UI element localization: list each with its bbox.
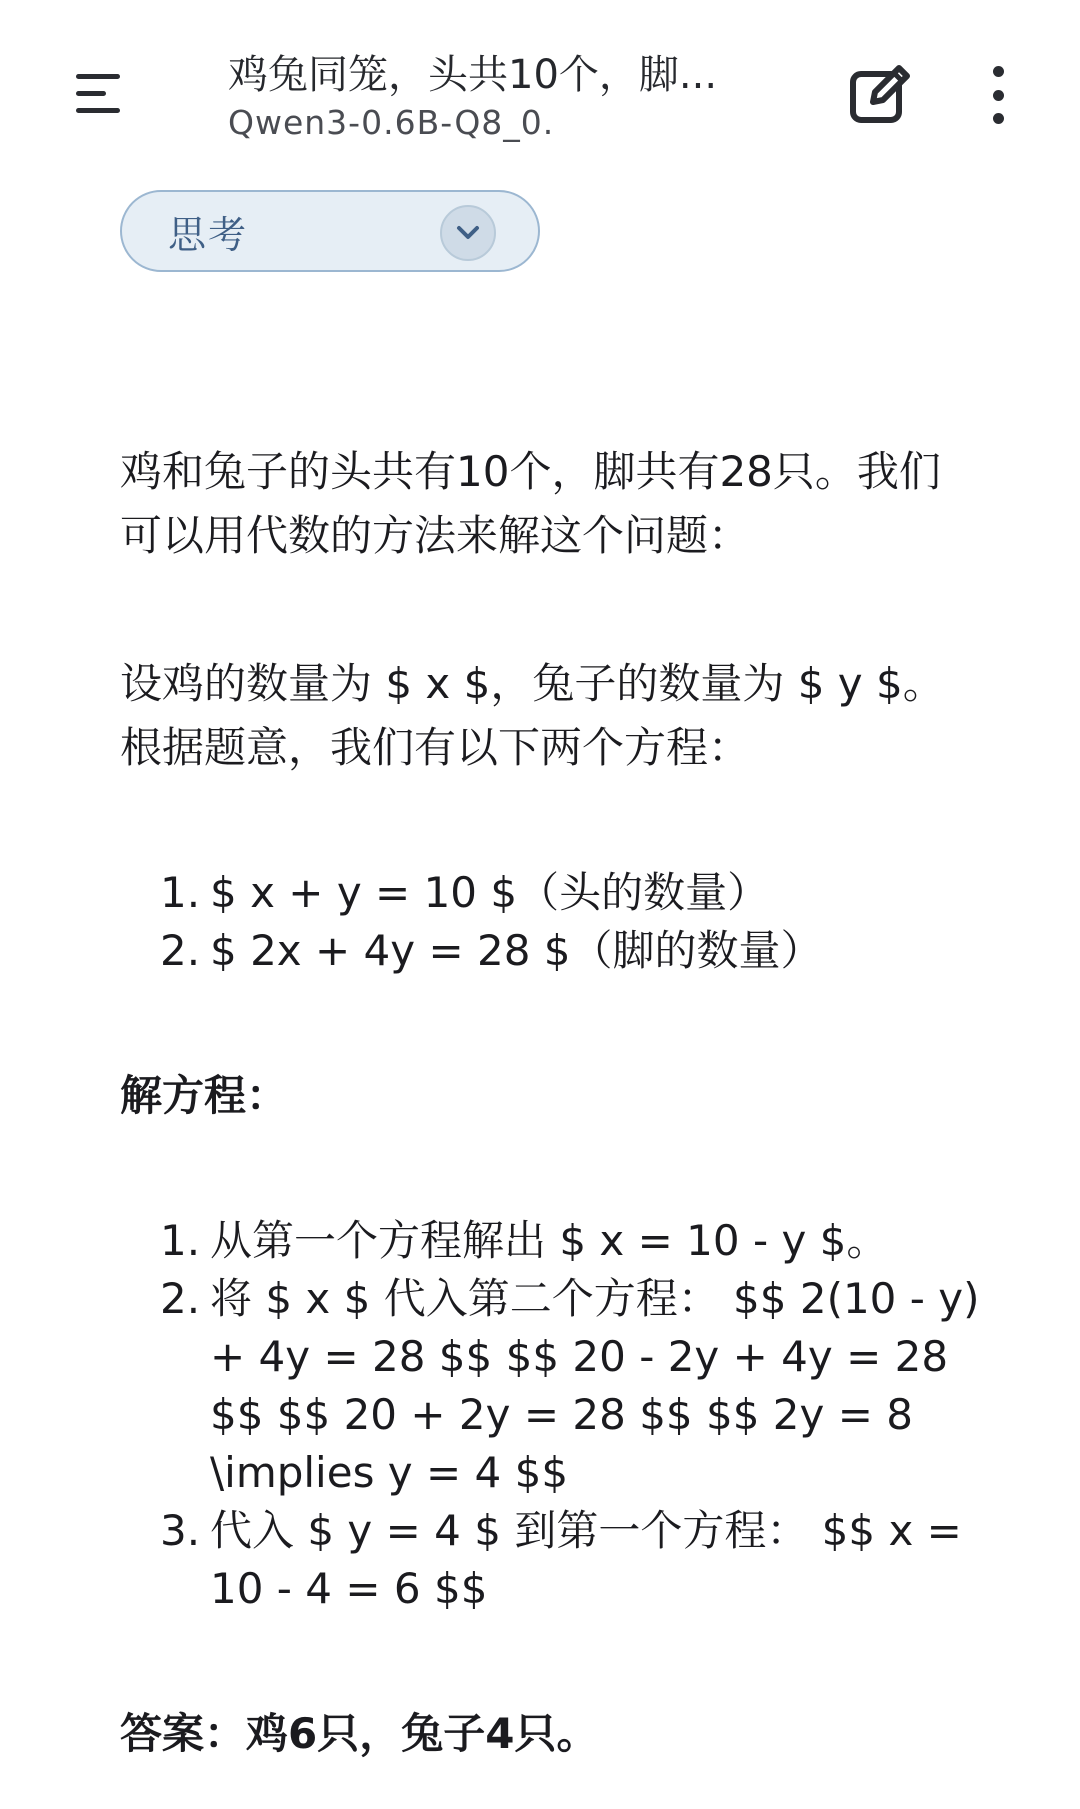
setup-paragraph: 设鸡的数量为 $ x $，兔子的数量为 $ y $。根据题意，我们有以下两个方程： xyxy=(120,659,945,772)
thinking-label: 思考 xyxy=(168,212,249,257)
list-number: 1. xyxy=(160,868,201,917)
list-item xyxy=(160,922,980,980)
menu-icon[interactable] xyxy=(60,62,130,124)
assistant-message xyxy=(120,440,980,1766)
title-block xyxy=(228,48,748,144)
list-number: 1. xyxy=(160,1216,201,1265)
list-text: 将 $ x $ 代入第二个方程： $$ 2(10 - y) + 4y = 28 $$ $$ 20 - 2y + 4y = 28 $$ $$ 20 + 2y = 28 $$ $$ 2y = 8 \implies y = 4 $$ xyxy=(210,1274,980,1497)
list-item xyxy=(160,1270,980,1502)
list-text: $ x + y = 10 $（头的数量） xyxy=(210,868,770,917)
thinking-toggle[interactable] xyxy=(120,190,540,272)
chevron-down-icon[interactable] xyxy=(440,205,496,261)
list-text: $ 2x + 4y = 28 $（脚的数量） xyxy=(210,926,823,975)
equation-list xyxy=(160,864,980,980)
list-text: 从第一个方程解出 $ x = 10 - y $。 xyxy=(210,1216,889,1265)
answer-text: 答案：鸡6只，兔子4只。 xyxy=(120,1709,599,1758)
list-number: 2. xyxy=(160,926,201,975)
list-item xyxy=(160,1212,980,1270)
steps-list xyxy=(160,1212,980,1618)
list-number: 2. xyxy=(160,1274,201,1323)
list-item xyxy=(160,864,980,922)
list-item xyxy=(160,1502,980,1618)
edit-icon[interactable] xyxy=(845,58,915,128)
solve-heading: 解方程： xyxy=(120,1071,289,1120)
top-app-bar xyxy=(0,0,1080,185)
more-vert-icon[interactable] xyxy=(978,62,1018,128)
list-text: 代入 $ y = 4 $ 到第一个方程： $$ x = 10 - 4 = 6 $$ xyxy=(210,1506,962,1613)
list-number: 3. xyxy=(160,1506,201,1555)
chat-title: 鸡兔同笼，头共10个，脚... xyxy=(228,52,718,98)
model-name[interactable]: Qwen3-0.6B-Q8_0. xyxy=(228,103,555,142)
intro-paragraph: 鸡和兔子的头共有10个，脚共有28只。我们可以用代数的方法来解这个问题： xyxy=(120,447,941,560)
